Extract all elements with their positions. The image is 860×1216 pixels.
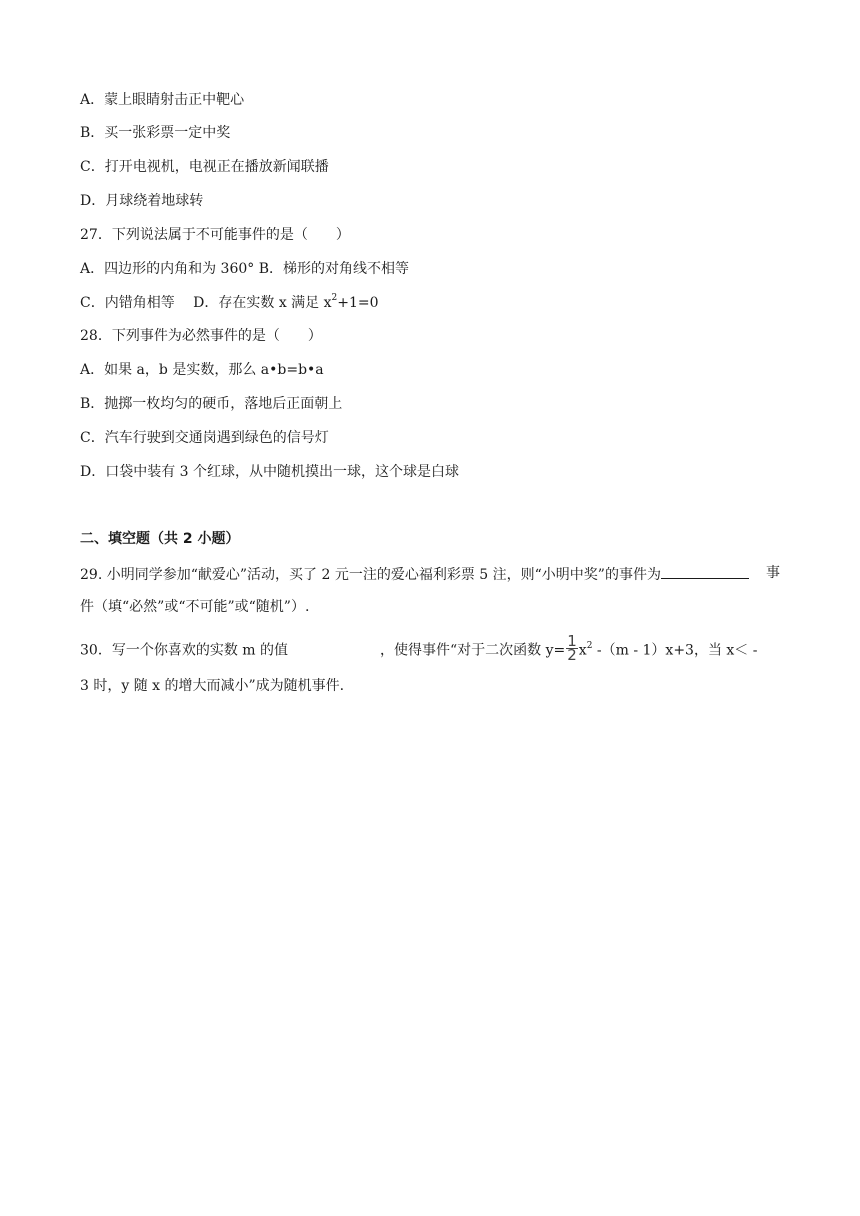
q29-tail: 事 [766, 565, 780, 581]
question-30-line2: 3 时，y 随 x 的增大而减小”成为随机事件. [80, 678, 345, 694]
q27-cd-tail: +1=0 [337, 295, 379, 311]
option-26-a: A．蒙上眼睛射击正中靶心 [80, 92, 245, 108]
option-28-a: A．如果 a，b 是实数，那么 a•b=b•a [80, 362, 324, 378]
question-28-stem: 28．下列事件为必然事件的是（ ） [80, 328, 322, 344]
option-26-d: D．月球绕着地球转 [80, 193, 204, 209]
q30-text: 30．写一个你喜欢的实数 m 的值 ，使得事件“对于二次函数 y= $\frac{1}{2}$ $x^2$ -（m - 1）x+3，当 x＜ - [80, 632, 758, 664]
question-27-stem: 27．下列说法属于不可能事件的是（ ） [80, 227, 350, 243]
question-27-options-ab: A．四边形的内角和为 360° B．梯形的对角线不相等 [80, 261, 410, 277]
fraction-one-half: $\frac{1}{2}$ [567, 632, 577, 664]
question-29-line2: 件（填“必然”或“不可能”或“随机”）. [80, 599, 310, 615]
option-26-c: C．打开电视机，电视正在播放新闻联播 [80, 159, 329, 175]
option-26-b: B．买一张彩票一定中奖 [80, 125, 231, 141]
q30-superscript: 2 [586, 640, 593, 651]
question-27-options-cd [80, 293, 379, 313]
q27-cd-text: C．内错角相等 D．存在实数 x 满足 x [80, 295, 332, 311]
q27-superscript: 2 [331, 293, 338, 304]
q29-text: 29. 小明同学参加“献爱心”活动，买了 2 元一注的爱心福利彩票 5 注，则“小明中奖”的事件为 [80, 563, 749, 583]
section-title-fill-in: 二、填空题（共 2 小题） [80, 531, 240, 547]
option-28-b: B．抛掷一枚均匀的硬币，落地后正面朝上 [80, 396, 343, 412]
question-29-line1 [80, 563, 780, 583]
question-30-line1 [80, 632, 780, 664]
answer-blank[interactable] [661, 563, 749, 579]
option-28-d: D．口袋中装有 3 个红球，从中随机摸出一球，这个球是白球 [80, 464, 460, 480]
option-28-c: C．汽车行驶到交通岗遇到绿色的信号灯 [80, 430, 329, 446]
